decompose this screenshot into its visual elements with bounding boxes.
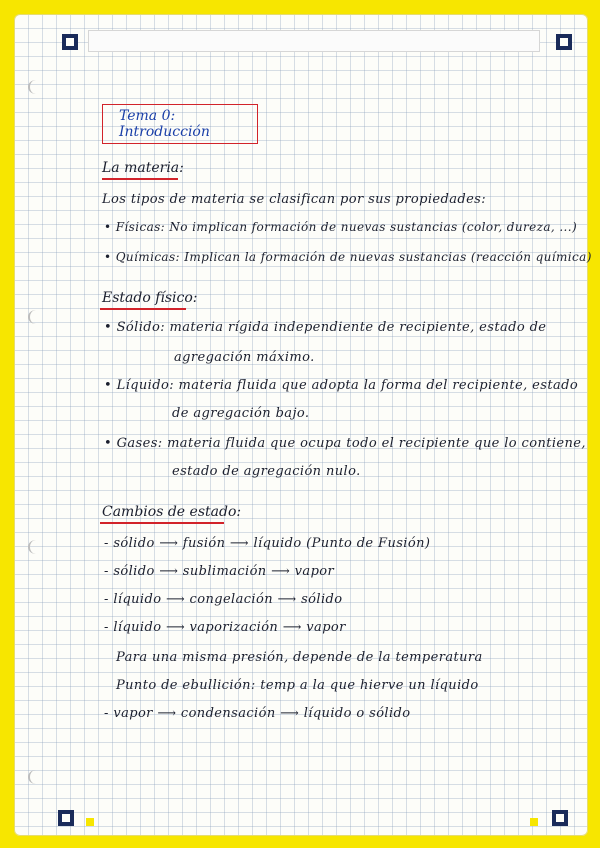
text-line: - vapor ⟶ condensación ⟶ líquido o sólido xyxy=(104,706,411,721)
binder-hole-icon xyxy=(28,80,44,94)
yellow-dot-icon xyxy=(530,818,538,826)
heading-underline xyxy=(100,522,224,524)
corner-mark-icon xyxy=(58,810,74,826)
section-heading: Cambios de estado: xyxy=(102,504,242,520)
binder-hole-icon xyxy=(28,770,44,784)
text-line: - sólido ⟶ fusión ⟶ líquido (Punto de Fusión) xyxy=(104,536,431,551)
text-line: Los tipos de materia se clasifican por sus propiedades: xyxy=(102,192,487,207)
header-strip xyxy=(88,30,540,52)
page-title: Tema 0: Introducción xyxy=(119,108,210,140)
text-line: • Físicas: No implican formación de nuevas sustancias (color, dureza, ...) xyxy=(104,220,578,234)
binder-hole-icon xyxy=(28,310,44,324)
text-line: • Líquido: materia fluida que adopta la forma del recipiente, estado xyxy=(104,378,579,393)
corner-mark-icon xyxy=(556,34,572,50)
corner-mark-icon xyxy=(552,810,568,826)
text-line: - sólido ⟶ sublimación ⟶ vapor xyxy=(104,564,335,579)
heading-underline xyxy=(100,308,186,310)
text-line: estado de agregación nulo. xyxy=(172,464,361,479)
section-heading: Estado físico: xyxy=(102,290,198,306)
corner-mark-icon xyxy=(62,34,78,50)
text-line: • Químicas: Implican la formación de nuevas sustancias (reacción química) xyxy=(104,250,592,264)
yellow-dot-icon xyxy=(86,818,94,826)
text-line: • Sólido: materia rígida independiente de recipiente, estado de xyxy=(104,320,547,335)
heading-underline xyxy=(102,178,178,180)
text-line: • Gases: materia fluida que ocupa todo el recipiente que lo contiene, xyxy=(104,436,586,451)
section-heading: La materia: xyxy=(102,160,184,176)
text-line: Para una misma presión, depende de la temperatura xyxy=(116,650,483,665)
text-line: de agregación bajo. xyxy=(172,406,310,421)
text-line: - líquido ⟶ congelación ⟶ sólido xyxy=(104,592,343,607)
title-box xyxy=(102,104,258,144)
text-line: Punto de ebullición: temp a la que hierve un líquido xyxy=(116,678,479,693)
binder-hole-icon xyxy=(28,540,44,554)
text-line: agregación máximo. xyxy=(174,350,315,365)
text-line: - líquido ⟶ vaporización ⟶ vapor xyxy=(104,620,346,635)
